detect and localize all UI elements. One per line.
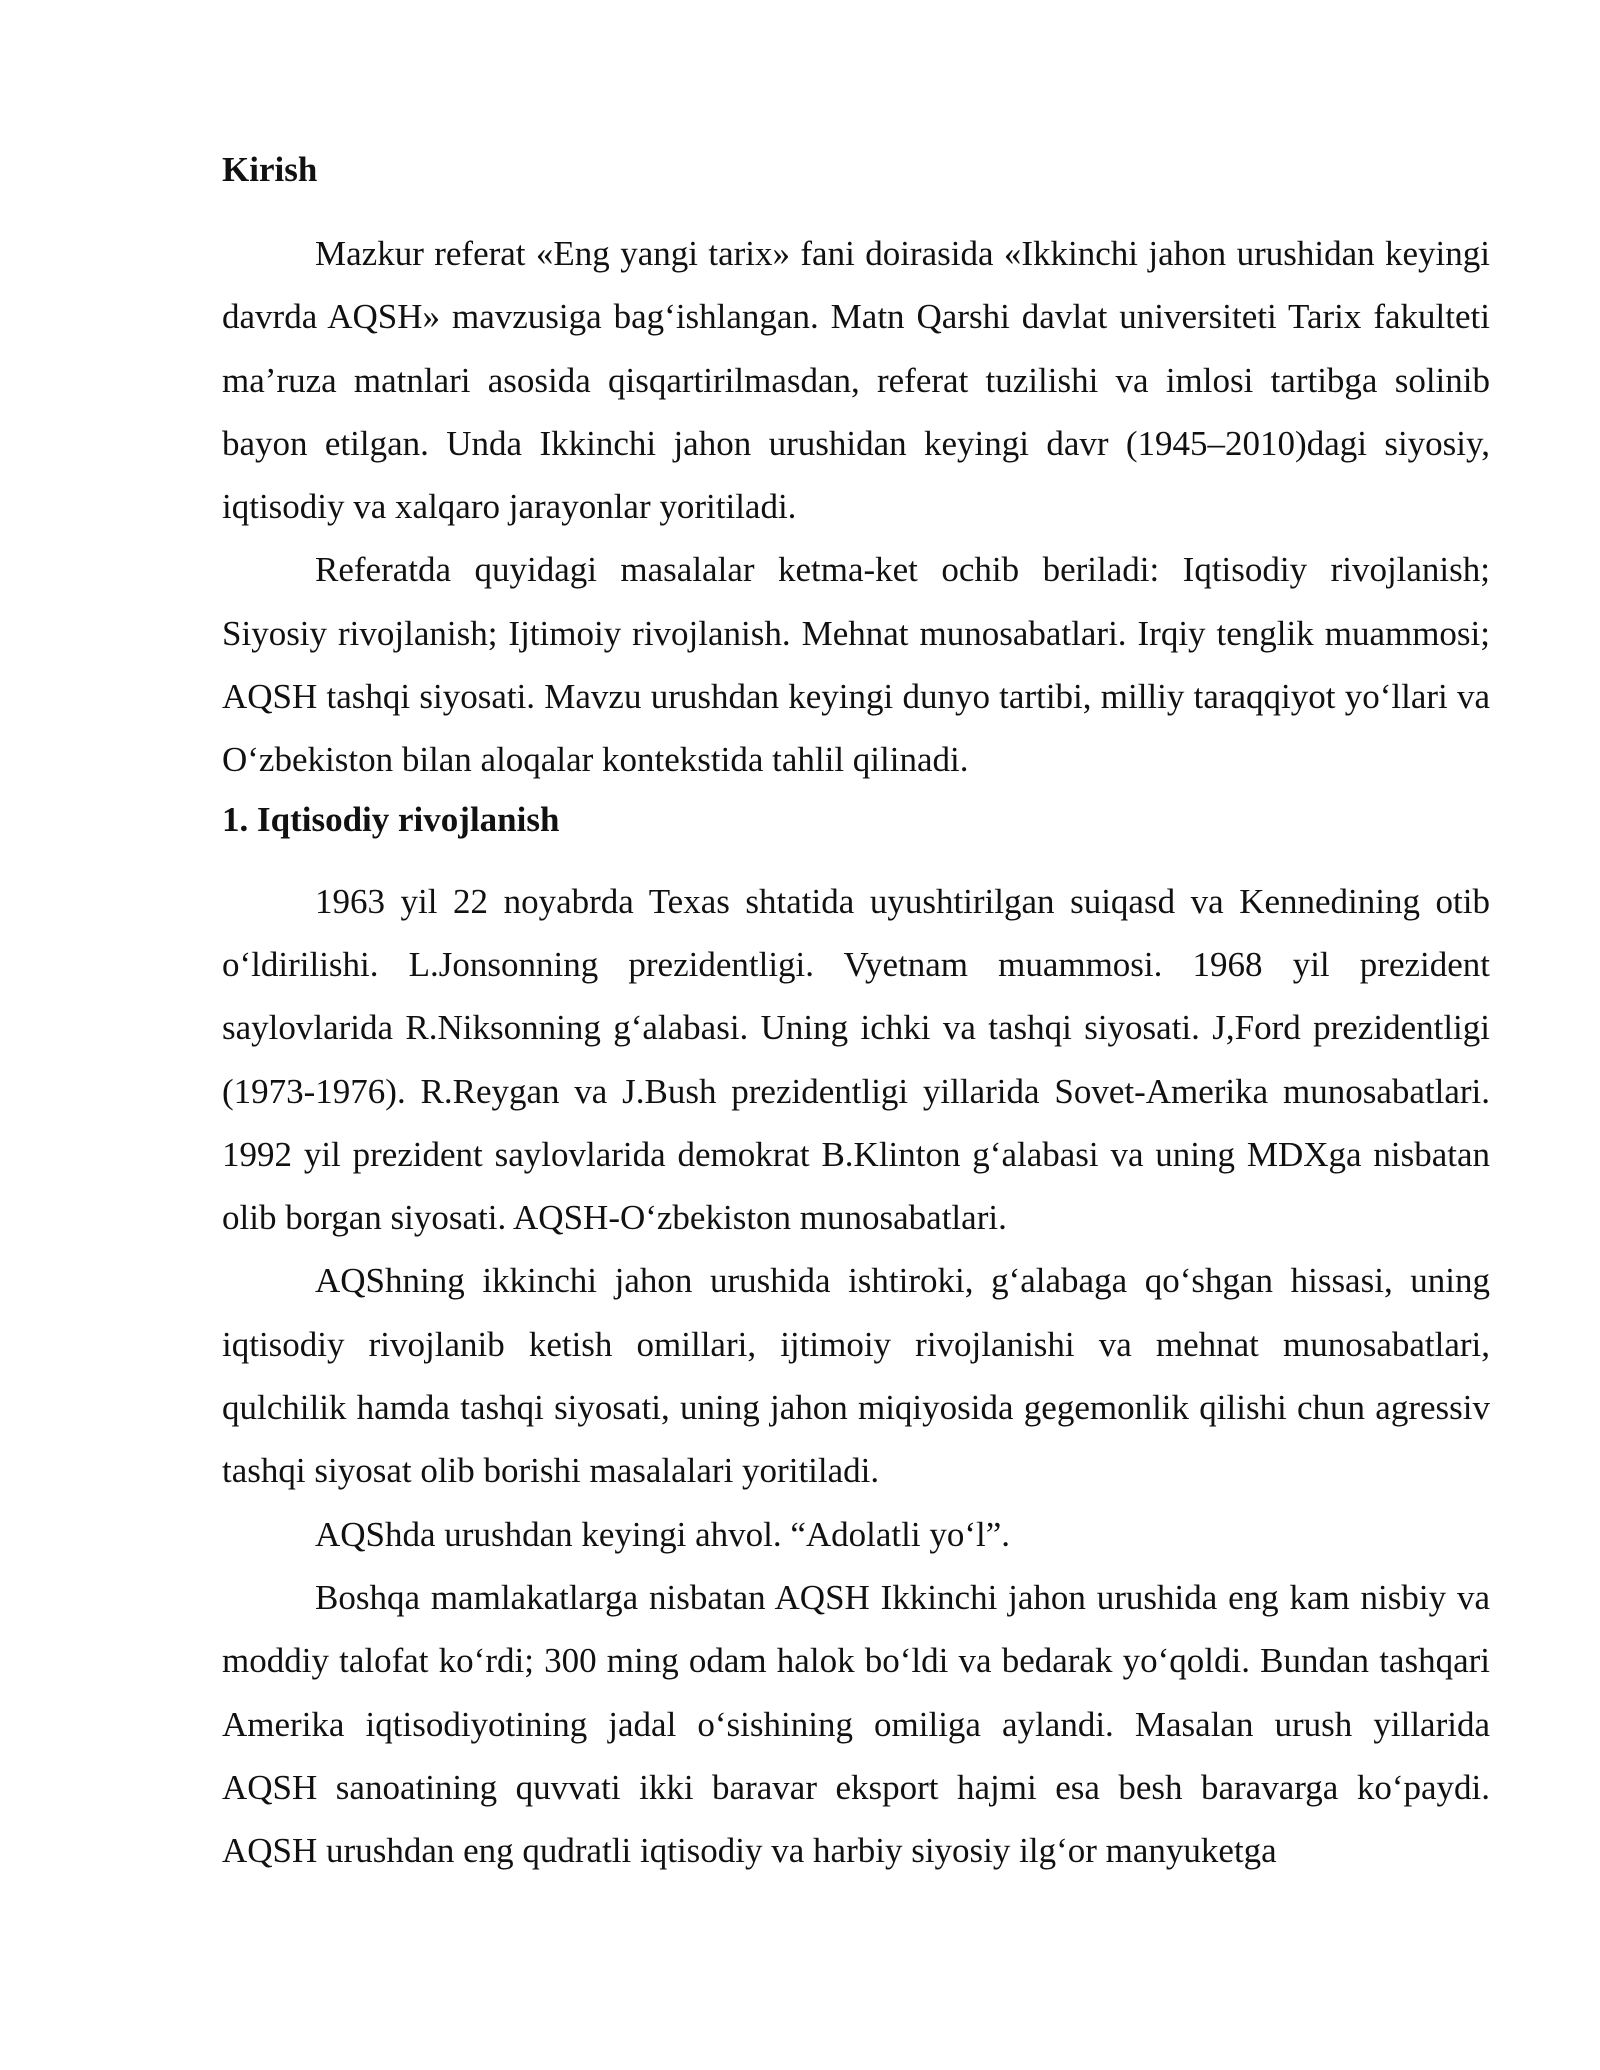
intro-heading: Kirish [222, 150, 318, 189]
intro-paragraph-2: Referatda quyidagi masalalar ketma-ket ochib beriladi: Iqtisodiy rivojlanish; Siyosiy rivojlanish; Ijtimoiy rivojlanish. Mehnat munosabatlari. Irqiy tenglik muammosi; AQSH tashqi siyosati. Mavzu urushdan keyingi dunyo tartibi, milliy taraqqiyot yo‘llari va O‘zbekiston bilan aloqalar kontekstida tahlil qilinadi. [222, 550, 1490, 780]
section-paragraph-3: AQShda urushdan keyingi ahvol. “Adolatli yo‘l”. [315, 1514, 1011, 1554]
section-heading: 1. Iqtisodiy rivojlanish [222, 799, 560, 839]
document-page [222, 146, 1490, 1882]
section-paragraph-1: 1963 yil 22 noyabrda Texas shtatida uyushtirilgan suiqasd va Kennedining otib o‘ldirilishi. L.Jonsonning prezidentligi. Vyetnam muammosi. 1968 yil prezident saylovlarida R.Niksonning g‘alabasi. Uning ichki va tashqi siyosati. J,Ford prezidentligi (1973-1976). R.Reygan va J.Bush prezidentligi yillarida Sovet-Amerika munosabatlari. 1992 yil prezident saylovlarida demokrat B.Klinton g‘alabasi va uning MDXga nisbatan olib borgan siyosati. AQSH-O‘zbekiston munosabatlari. [222, 881, 1490, 1238]
section-paragraph-4: Boshqa mamlakatlarga nisbatan AQSH Ikkinchi jahon urushida eng kam nisbiy va moddiy talofat ko‘rdi; 300 ming odam halok bo‘ldi va bedarak yo‘qoldi. Bundan tashqari Amerika iqtisodiyotining jadal o‘sishining omiliga aylandi. Masalan urush yillarida AQSH sanoatining quvvati ikki baravar eksport hajmi esa besh baravarga ko‘paydi. AQSH urushdan eng qudratli iqtisodiy va harbiy siyosiy ilg‘or manyuketga [222, 1577, 1490, 1871]
section-paragraph-2: AQShning ikkinchi jahon urushida ishtiroki, g‘alabaga qo‘shgan hissasi, uning iqtisodiy rivojlanib ketish omillari, ijtimoiy rivojlanishi va mehnat munosabatlari, qulchilik hamda tashqi siyosati, uning jahon miqiyosida gegemonlik qilishi chun agressiv tashqi siyosat olib borishi masalalari yoritiladi. [222, 1261, 1490, 1491]
intro-paragraph-1: Mazkur referat «Eng yangi tarix» fani doirasida «Ikkinchi jahon urushidan keyingi davrda AQSH» mavzusiga bag‘ishlangan. Matn Qarshi davlat universiteti Tarix fakulteti ma’ruza matnlari asosida qisqartirilmasdan, referat tuzilishi va imlosi tartibga solinib bayon etilgan. Unda Ikkinchi jahon urushidan keyingi davr (1945–2010)dagi siyosiy, iqtisodiy va xalqaro jarayonlar yoritiladi. [222, 234, 1490, 527]
